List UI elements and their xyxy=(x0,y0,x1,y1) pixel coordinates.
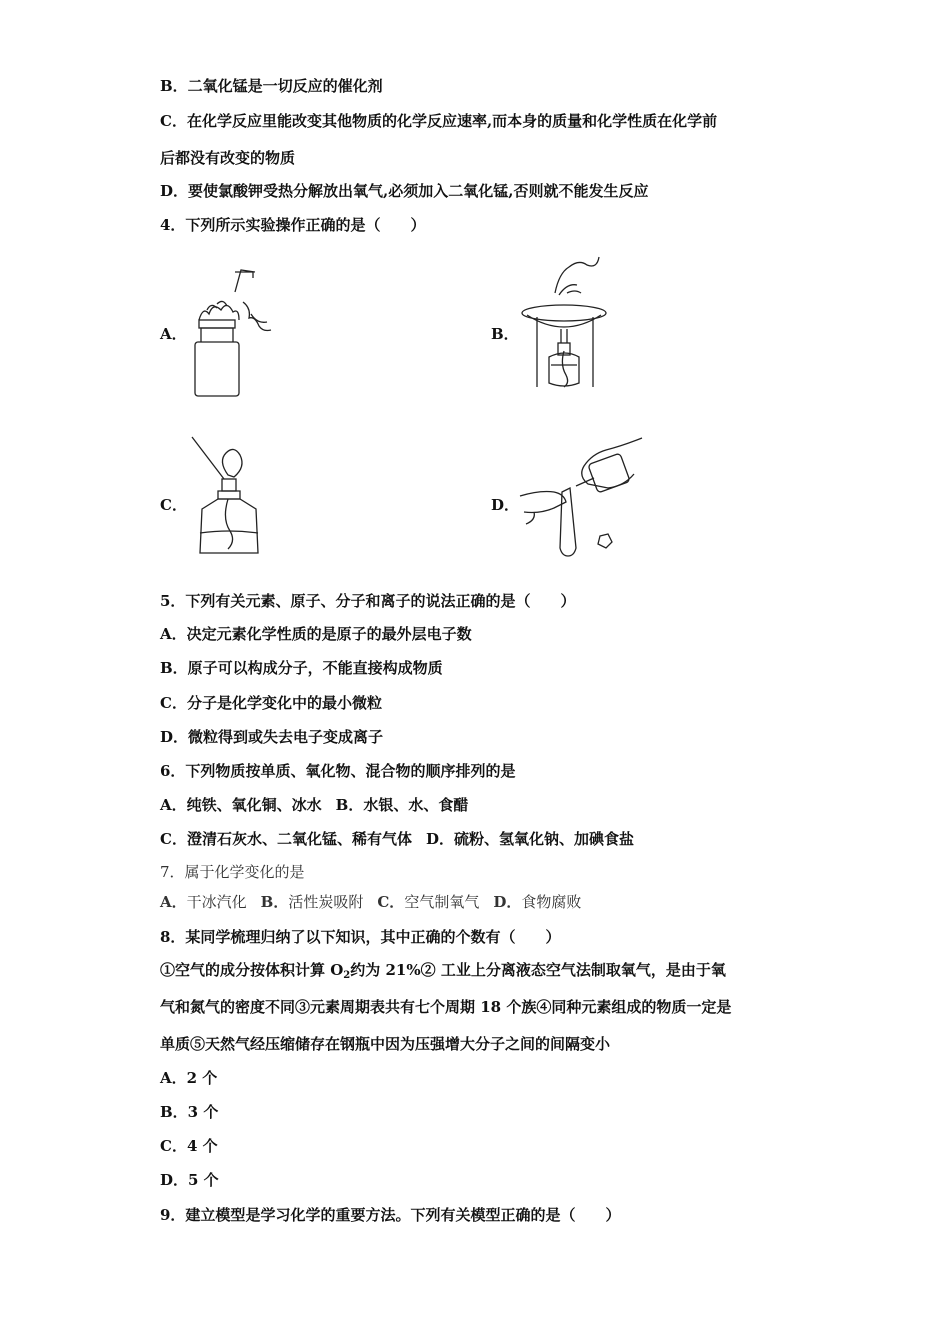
alcohol-lamp-icon xyxy=(188,435,268,559)
q7-option-c-letter: C． xyxy=(377,893,405,911)
q6-option-d: D．硫粉、氢氧化钠、加碘食盐 xyxy=(425,830,634,848)
q7-stem: 7．属于化学变化的是 xyxy=(160,863,305,881)
q3-option-b: B．二氧化锰是一切反应的催化剂 xyxy=(160,77,383,95)
q5-stem: 5．下列有关元素、原子、分子和离子的说法正确的是（ ） xyxy=(160,592,576,610)
q7-option-b-letter: B． xyxy=(260,893,289,911)
q6-option-b: B．水银、水、食醋 xyxy=(335,796,469,814)
q4-label-a: A． xyxy=(160,325,187,343)
q7-option-c: 空气制氧气 xyxy=(404,893,480,911)
q5-option-b: B．原子可以构成分子，不能直接构成物质 xyxy=(160,659,443,677)
q6-stem: 6．下列物质按单质、氧化物、混合物的顺序排列的是 xyxy=(160,762,516,780)
q7-option-d-letter: D． xyxy=(493,893,522,911)
q8-body-line2: 气和氮气的密度不同③元素周期表共有七个周期 18 个族④同种元素组成的物质一定是 xyxy=(160,998,732,1016)
q5-option-d: D．微粒得到或失去电子变成离子 xyxy=(160,728,384,746)
q7-option-a: 干冰汽化 xyxy=(186,893,247,911)
q8-body-line1-post: 约为 21%② 工业上分离液态空气法制取氧气，是由于氧 xyxy=(350,961,726,979)
q8-option-d: D．5 个 xyxy=(160,1171,219,1189)
q7-option-b: 活性炭吸附 xyxy=(288,893,364,911)
q6-option-a: A．纯铁、氧化铜、冰水 xyxy=(160,796,322,814)
q8-option-c: C．4 个 xyxy=(160,1137,218,1155)
q3-option-c-line1: C．在化学反应里能改变其他物质的化学反应速率,而本身的质量和化学性质在化学前 xyxy=(160,112,718,130)
q4-label-b: B． xyxy=(491,325,519,343)
q8-option-b: B．3 个 xyxy=(160,1103,219,1121)
q8-body-line1-pre: ①空气的成分按体积计算 O xyxy=(160,961,344,979)
q7-option-a-letter: A． xyxy=(160,893,187,911)
q8-body-line1 xyxy=(160,960,726,980)
q6-option-c: C．澄清石灰水、二氧化锰、稀有气体 xyxy=(160,830,412,848)
evaporation-funnel-icon xyxy=(515,255,610,397)
q5-option-a: A．决定元素化学性质的是原子的最外层电子数 xyxy=(160,625,472,643)
q6-options-ab xyxy=(160,795,468,815)
q4-label-d: D． xyxy=(491,496,520,514)
q5-option-c: C．分子是化学变化中的最小微粒 xyxy=(160,694,382,712)
q7-options xyxy=(160,892,581,912)
bottle-smell-icon xyxy=(185,262,280,400)
q6-options-cd xyxy=(160,829,634,849)
q7-option-d: 食物腐败 xyxy=(521,893,582,911)
q8-stem: 8．某同学梳理归纳了以下知识，其中正确的个数有（ ） xyxy=(160,928,561,946)
q8-body-line1-sub: 2 xyxy=(343,970,351,981)
q4-label-c: C． xyxy=(160,496,187,514)
q8-body-line3: 单质⑤天然气经压缩储存在钢瓶中因为压强增大分子之间的间隔变小 xyxy=(160,1035,611,1053)
q9-stem: 9．建立模型是学习化学的重要方法。下列有关模型正确的是（ ） xyxy=(160,1206,621,1224)
q3-option-c-line2: 后都没有改变的物质 xyxy=(160,149,296,167)
q8-option-a: A．2 个 xyxy=(160,1069,218,1087)
test-tube-pour-icon xyxy=(518,436,648,558)
q4-stem: 4．下列所示实验操作正确的是（ ） xyxy=(160,216,426,234)
q3-option-d: D．要使氯酸钾受热分解放出氧气,必须加入二氧化锰,否则就不能发生反应 xyxy=(160,182,649,200)
